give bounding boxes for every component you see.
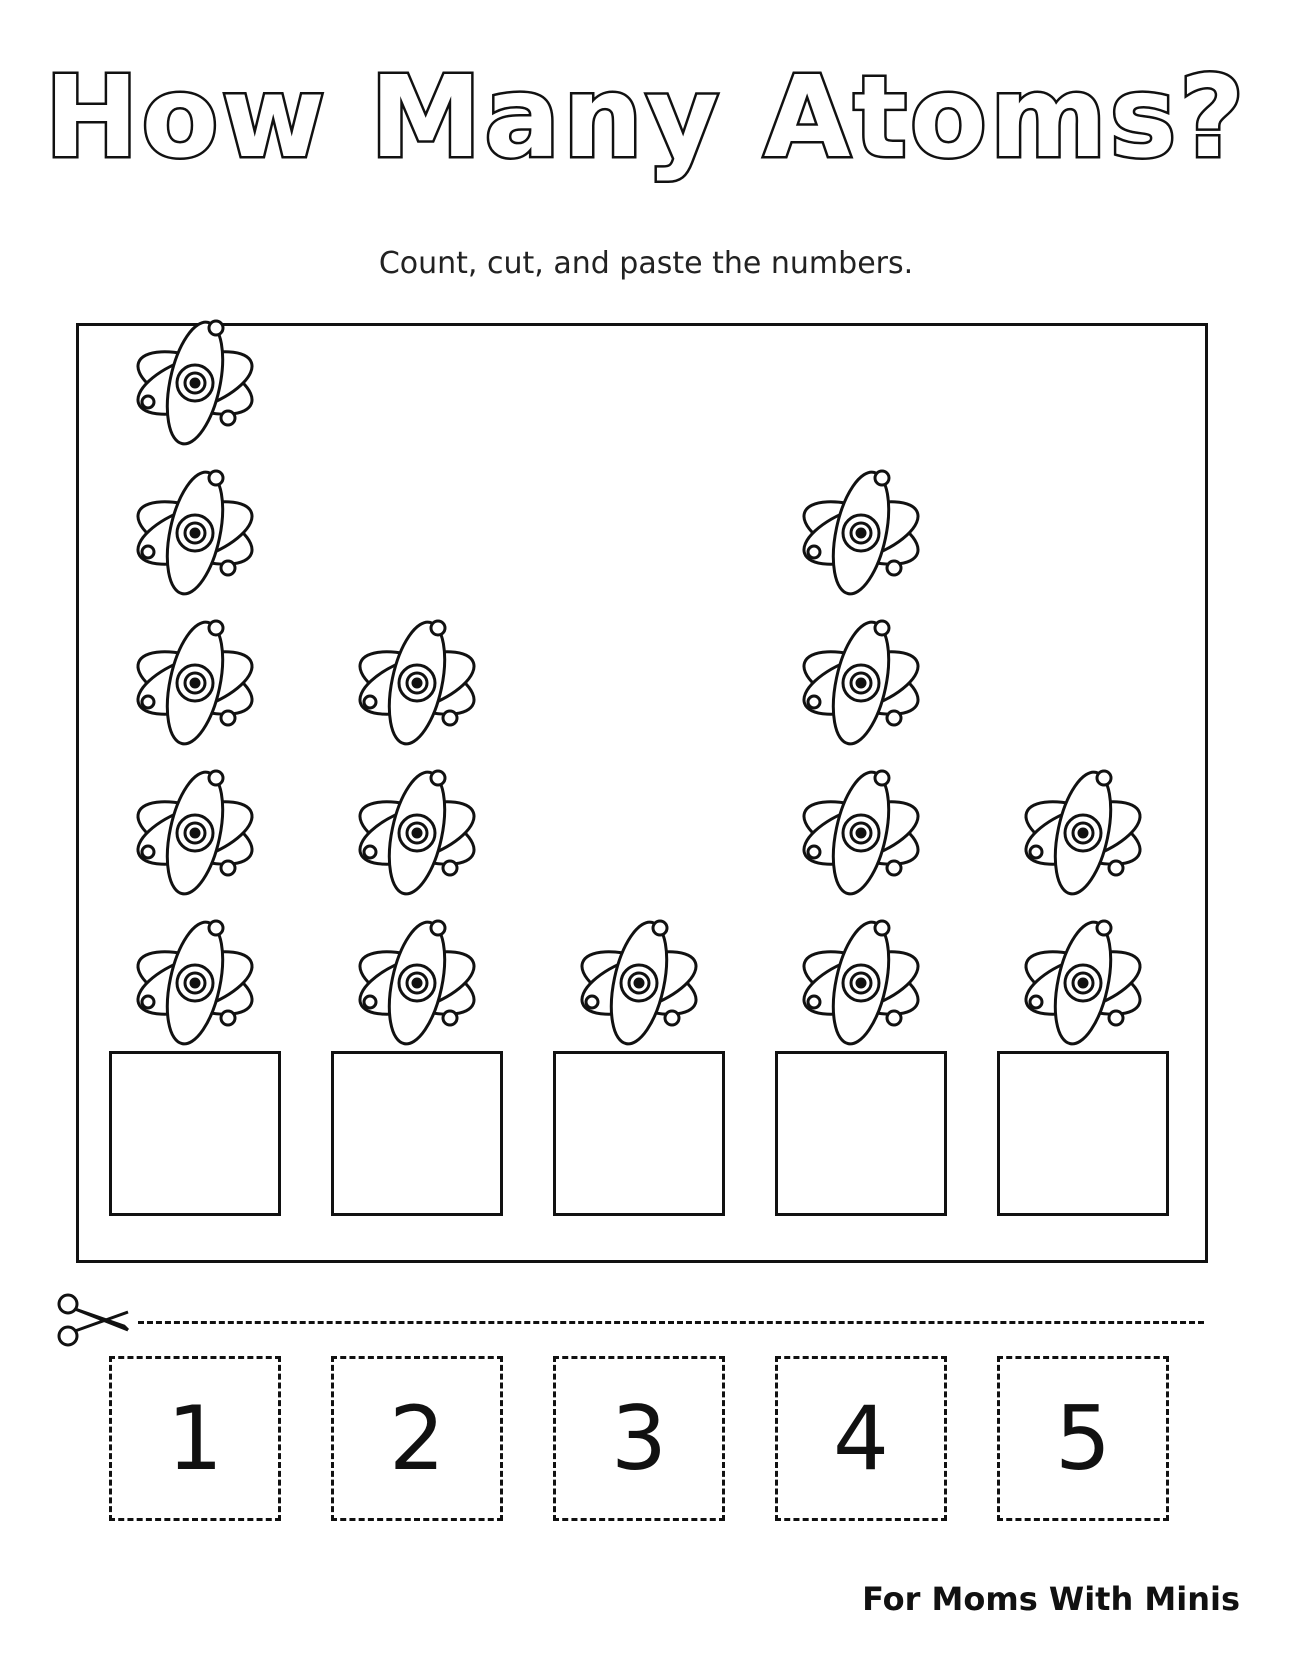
atom-icon — [796, 768, 926, 898]
footer-brand: For Moms With Minis — [862, 1580, 1240, 1618]
instruction-text: Count, cut, and paste the numbers. — [378, 246, 914, 281]
atom-icon — [130, 768, 260, 898]
number-cutout-3[interactable]: 3 — [553, 1356, 725, 1521]
atom-icon — [1018, 918, 1148, 1048]
answer-box[interactable] — [775, 1051, 947, 1216]
answer-box[interactable] — [997, 1051, 1169, 1216]
scissors-icon — [54, 1290, 134, 1350]
answer-box[interactable] — [553, 1051, 725, 1216]
atom-icon — [796, 618, 926, 748]
number-cutout-1[interactable]: 1 — [109, 1356, 281, 1521]
atom-icon — [130, 468, 260, 598]
answer-box[interactable] — [109, 1051, 281, 1216]
atom-icon — [352, 768, 482, 898]
atom-icon — [796, 468, 926, 598]
atom-icon — [796, 918, 926, 1048]
worksheet-title: How Many Atoms? — [44, 53, 1248, 183]
atom-icon — [130, 918, 260, 1048]
atom-icon — [352, 918, 482, 1048]
number-cutout-5[interactable]: 5 — [997, 1356, 1169, 1521]
counting-board — [76, 323, 1208, 1263]
atom-icon — [130, 618, 260, 748]
cut-line — [138, 1321, 1204, 1324]
atom-icon — [1018, 768, 1148, 898]
number-cutout-2[interactable]: 2 — [331, 1356, 503, 1521]
atom-icon — [574, 918, 704, 1048]
atom-icon — [130, 318, 260, 448]
answer-box[interactable] — [331, 1051, 503, 1216]
number-cutout-4[interactable]: 4 — [775, 1356, 947, 1521]
atom-icon — [352, 618, 482, 748]
